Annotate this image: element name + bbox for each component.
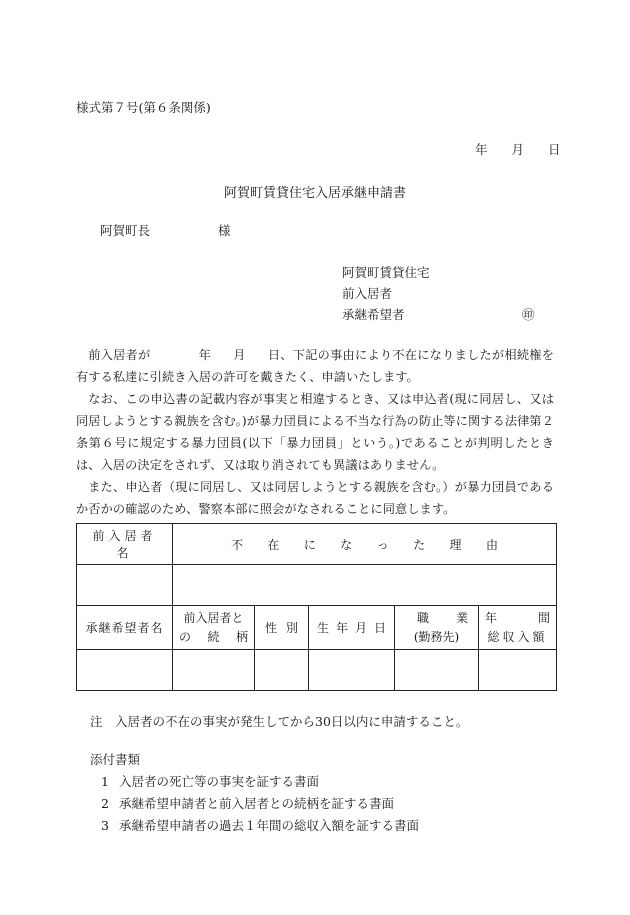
- form-number: 様式第７号(第６条関係): [76, 100, 211, 115]
- attachment-text: 承継希望申請者と前入居者との続柄を証する書面: [119, 796, 395, 811]
- relation-header-char: 続: [207, 629, 220, 644]
- applicant-successor: 承継希望者: [342, 307, 405, 322]
- relation-header: 前入居者と の 続 柄: [173, 606, 255, 650]
- attachment-item: [101, 772, 319, 790]
- body-paragraph-3: また、申込者（現に同居し、又は同居しようとする親族を含む。）が暴力団員であるか否かの確認のため、警察本部に照会がなされることに同意します。: [76, 480, 554, 516]
- income-header-char: 間: [537, 610, 550, 625]
- deadline-note: 注 入居者の不在の事実が発生してから30日以内に申請すること。: [90, 714, 469, 729]
- date-year-label: 年: [475, 142, 488, 157]
- page-title: 阿賀町賃貸住宅入居承継申請書: [223, 186, 406, 201]
- birthdate-header-char: 月: [354, 621, 367, 635]
- date-month-label: 月: [511, 142, 524, 157]
- reason-header-char: な: [340, 537, 353, 552]
- attachments-heading: 添付書類: [90, 752, 141, 767]
- birthdate-header: [309, 606, 395, 650]
- attachment-number: 1: [101, 774, 109, 789]
- addressee-name: 阿賀町長: [100, 223, 151, 238]
- relation-cell[interactable]: [173, 650, 255, 691]
- birthdate-header-char: 日: [373, 621, 386, 635]
- attachment-text: 承継希望申請者の過去１年間の総収入額を証する書面: [119, 818, 420, 833]
- birthdate-header-char: 生: [317, 621, 330, 635]
- attachment-text: 入居者の死亡等の事実を証する書面: [119, 774, 320, 789]
- application-table: [76, 523, 557, 691]
- gender-header-char: 性: [265, 621, 278, 635]
- successor-name-cell[interactable]: [77, 650, 173, 691]
- reason-header-char: 理: [449, 537, 462, 552]
- date-day-label: 日: [547, 142, 561, 157]
- reason-header-char: に: [303, 537, 316, 552]
- income-cell[interactable]: [479, 650, 557, 691]
- gender-cell[interactable]: [255, 650, 309, 691]
- income-header-char: 年: [485, 610, 498, 625]
- gender-header: [255, 606, 309, 650]
- date-fields: [475, 140, 560, 158]
- former-resident-name-header: 前入居者名: [77, 524, 173, 565]
- seal-mark: ㊞: [522, 307, 535, 322]
- attachment-item: [101, 794, 394, 812]
- occupation-header: 職 業 (勤務先): [395, 606, 479, 650]
- reason-cell[interactable]: [173, 565, 557, 606]
- income-header: 年 間 総収入額: [479, 606, 557, 650]
- reason-header-char: 不: [231, 537, 244, 552]
- body-text: [76, 344, 554, 520]
- relation-header-char: 柄: [235, 629, 248, 644]
- former-resident-name-cell[interactable]: [77, 565, 173, 606]
- successor-name-header: 承継希望者名: [77, 606, 173, 650]
- attachment-item: [101, 816, 419, 834]
- gender-header-char: 別: [285, 621, 298, 635]
- attachment-number: 2: [101, 796, 109, 811]
- reason-header-char: っ: [376, 537, 389, 552]
- reason-header-char: 在: [267, 537, 280, 552]
- attachment-number: 3: [101, 818, 109, 833]
- reason-header: [173, 524, 557, 565]
- reason-header-char: た: [413, 537, 426, 552]
- addressee: [100, 221, 231, 239]
- relation-header-char: の: [179, 629, 192, 644]
- applicant-former-resident: 前入居者: [342, 286, 393, 301]
- addressee-honorific: 様: [217, 223, 231, 238]
- applicant-org: 阿賀町賃貸住宅: [342, 265, 430, 280]
- occupation-cell[interactable]: [395, 650, 479, 691]
- occupation-header-char: 業: [455, 610, 468, 625]
- reason-header-char: 由: [485, 537, 498, 552]
- body-paragraph-1: 前入居者が 年 月 日、下記の事由により不在になりましたが相続権を有する私達に引続き入居の許可を戴きたく、申請いたします。: [76, 348, 555, 384]
- birthdate-header-char: 年: [335, 621, 348, 635]
- body-paragraph-2: なお、この申込書の記載内容が事実と相違するとき、又は申込者(現に同居し、又は同居しようとする親族を含む。)が暴力団員による不当な行為の防止等に関する法律第２条第６号に規定する暴力団員(以下「暴力団員」という。)であることが判明したときは、入居の決定をされず、又は取り消されても異議はありません。: [76, 392, 554, 472]
- occupation-header-char: 職: [417, 610, 430, 625]
- birthdate-cell[interactable]: [309, 650, 395, 691]
